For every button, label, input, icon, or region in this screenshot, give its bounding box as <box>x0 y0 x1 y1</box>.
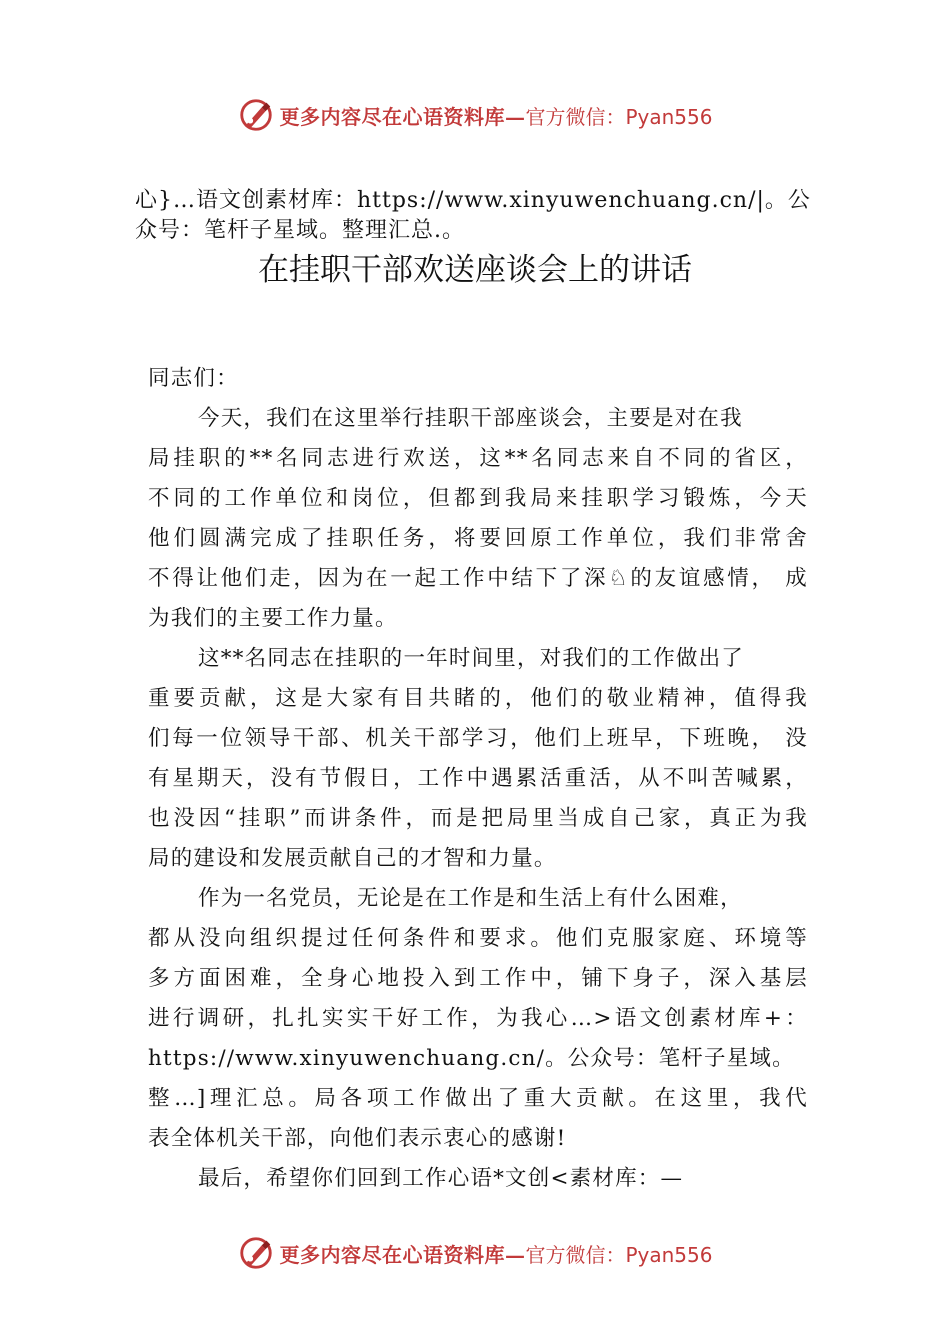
text-line: 作为一名党员，无论是在工作是和生活上有什么困难， <box>198 886 743 911</box>
watermark-brand: 更多内容尽在心语资料库— <box>279 1242 526 1267</box>
text-line: 整…]理汇总。局各项工作做出了重大贡献。在这里，我代 <box>148 1086 808 1111</box>
text-line: 这**名同志在挂职的一年时间里，对我们的工作做出了 <box>198 646 745 671</box>
text-line: 表全体机关干部，向他们表示衷心的感谢! <box>148 1126 567 1151</box>
pen-logo-icon <box>237 96 275 134</box>
watermark-banner-top <box>0 92 950 138</box>
text-line: 们每一位领导干部、机关干部学习，他们上班早，下班晚， 没 <box>148 726 808 751</box>
salutation: 同志们： <box>148 366 239 391</box>
watermark-brand: 更多内容尽在心语资料库— <box>279 104 526 129</box>
text-line: 最后，希望你们回到工作心语*文创<素材库：— <box>198 1166 684 1191</box>
speech-body <box>148 359 808 1199</box>
text-line: 为我们的主要工作力量。 <box>148 606 398 631</box>
text-line: 都从没向组织提过任何条件和要求。他们克服家庭、环境等 <box>148 926 808 951</box>
text-line: 今天，我们在这里举行挂职干部座谈会，主要是对在我 <box>198 406 743 431</box>
text-line: https://www.xinyuwenchuang.cn/。公众号：笔杆子星域。 <box>148 1046 795 1071</box>
text-line: 不得让他们走，因为在一起工作中结下了深♘的友谊感情， 成 <box>148 566 808 591</box>
text-line: 局的建设和发展贡献自己的才智和力量。 <box>148 846 557 871</box>
header-line: 心}…语文创素材库：https://www.xinyuwenchuang.cn/|。公 <box>135 188 811 213</box>
pen-logo-icon <box>237 1234 275 1272</box>
text-line: 他们圆满完成了挂职任务，将要回原工作单位，我们非常舍 <box>148 526 808 551</box>
text-line: 进行调研，扎扎实实干好工作，为我心…>语文创素材库+： <box>148 1006 808 1031</box>
text-line: 局挂职的**名同志进行欢送，这**名同志来自不同的省区， <box>148 446 808 471</box>
text-line: 重要贡献，这是大家有目共睹的，他们的敬业精神，值得我 <box>148 686 808 711</box>
text-line: 有星期天，没有节假日，工作中遇累活重活，从不叫苦喊累， <box>148 766 808 791</box>
watermark-handle: 官方微信：Pyan556 <box>525 1242 713 1267</box>
page-title: 在挂职干部欢送座谈会上的讲话 <box>258 252 692 288</box>
text-line: 多方面困难，全身心地投入到工作中，铺下身子，深入基层 <box>148 966 808 991</box>
header-line: 众号：笔杆子星域。整理汇总.。 <box>135 218 465 243</box>
watermark-handle: 官方微信：Pyan556 <box>525 104 713 129</box>
text-line: 不同的工作单位和岗位，但都到我局来挂职学习锻炼，今天 <box>148 486 808 511</box>
watermark-banner-bottom <box>0 1230 950 1276</box>
text-line: 也没因“挂职”而讲条件，而是把局里当成自己家，真正为我 <box>148 806 808 831</box>
